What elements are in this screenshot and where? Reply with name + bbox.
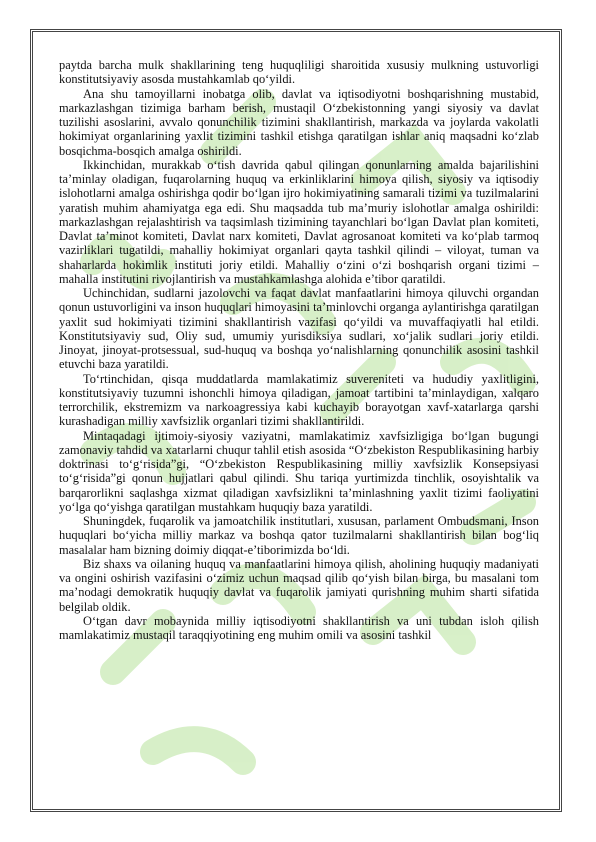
paragraph: Biz shaxs va oilaning huquq va manfaatlarini himoya qilish, aholining huquqiy madaniyati va ongini oshirish vazifasini o‘zimiz uchun maqsad qilib qo‘yish bilan birga, bu masalani tom ma’nodagi demokratik huquqiy davlat va fuqarolik jamiyati qurishning muhim sharti sifatida belgilab oldik. xyxy=(59,556,539,614)
paragraph: paytda barcha mulk shakllarining teng huquqliligi sharoitida xususiy mulkning ustuvorligi konstitutsiyaviy asosda mustahkamlab qo‘yildi. xyxy=(59,58,539,87)
page-frame xyxy=(30,29,562,812)
paragraph: Shuningdek, fuqarolik va jamoatchilik institutlari, xususan, parlament Ombudsmani, Inson huquqlari bo‘yicha milliy markaz va boshqa qator tuzilmalarni shakllantirish bilan bog‘liq masalalar ham bizning doimiy diqqat-e’tiborimizda bo‘ldi. xyxy=(59,514,539,557)
paragraph: Uchinchidan, sudlarni jazolovchi va faqat davlat manfaatlarini himoya qiluvchi organdan qonun ustuvorligini va inson huquqlari himoyasini ta’minlovchi organga aylantirishga qaratilgan yaxlit sud hokimiyati tizimini shakllantirish vazifasi qo‘yildi va muvaffaqiyatli hal etildi. Konstitutsiyaviy sud, Oliy sud, umumiy yurisdiksiya sudlari, xo‘jalik sudlari joriy etildi. Jinoyat, jinoyat-protsessual, sud-huquq va boshqa yo‘nalishlarning qonunchilik asosini tashkil etuvchi baza yaratildi. xyxy=(59,286,539,372)
watermark-stroke xyxy=(153,739,243,762)
paragraph: Ikkinchidan, murakkab o‘tish davrida qabul qilingan qonunlarning amalda bajarilishini ta’minlay oladigan, fuqarolarning huquq va erkinliklarini himoya qilish, siyosiy va iqtisodiy islohotlarni amalga oshirishga qodir bo‘lgan ijro hokimiyatining samarali tizimi va tuzilmalarini yaratish muhim ahamiyatga ega edi. Shu maqsadda tub ma’muriy islohotlar amalga oshirildi: markazlashgan rejalashtirish va taqsimlash tizimining tayanchlari bo‘lgan Davlat plan komiteti, Davlat ta’minot komiteti, Davlat narx komiteti, Davlat agrosanoat komiteti va ko‘plab tarmoq vazirliklari tugatildi, mahalliy hokimiyat organlari qayta tashkil qilindi – viloyat, tuman va shaharlarda hokimlik instituti joriy etildi. Mahalliy o‘zini o‘zi boshqarish organi tizimi – mahalla institutini rivojlantirish va mustahkamlashga alohida e’tibor qaratildi. xyxy=(59,157,539,286)
paragraph: Ana shu tamoyillarni inobatga olib, davlat va iqtisodiyotni boshqarishning mustabid, markazlashgan tizimiga barham berish, mustaqil O‘zbekistonning yangi siyosiy va davlat tuzilishi asoslarini, avvalo qonunchilik tizimini shakllantirish, markazda va joylarda vakolatli hokimiyat organlarining yaxlit tizimini tashkil etishga qaratilgan ishlar aniq maqsadni ko‘zlab bosqichma-bosqich amalga oshirildi. xyxy=(59,86,539,158)
paragraph: Mintaqadagi ijtimoiy-siyosiy vaziyatni, mamlakatimiz xavfsizligiga bo‘lgan bugungi zamonaviy tahdid va xatarlarni chuqur tahlil etish asosida “O‘zbekiston Respublikasining harbiy doktrinasi to‘g‘risida”gi, “O‘zbekiston Respublikasining milliy xavfsizlik Konsepsiyasi to‘g‘risida”gi qonun hujjatlari qabul qilindi. Shu tariqa yurtimizda tinchlik, osoyishtalik va barqarorlikni saqlashga xizmat qiladigan xavfsizlikni ta’minlashning yaxlit tizimi faoliyatini yo‘lga qo‘yishga qaratilgan mustahkam huquqiy baza yaratildi. xyxy=(59,428,539,514)
paragraph: O‘tgan davr mobaynida milliy iqtisodiyotni shakllantirish va uni tubdan isloh qilish mamlakatimiz mustaqil taraqqiyotining eng muhim omili va asosini tashkil xyxy=(59,613,539,642)
paragraph: To‘rtinchidan, qisqa muddatlarda mamlakatimiz suvereniteti va hududiy yaxlitligini, konstitutsiyaviy tuzumni ishonchli himoya qiladigan, jamoat tartibini ta’minlaydigan, xalqaro terrorchilik, ekstremizm va narkoagressiya kabi kuchayib borayotgan xavf-xatarlarga qarshi kurashadigan milliy xavfsizlik organlari tizimi shakllantirildi. xyxy=(59,371,539,429)
document-body xyxy=(59,58,539,642)
